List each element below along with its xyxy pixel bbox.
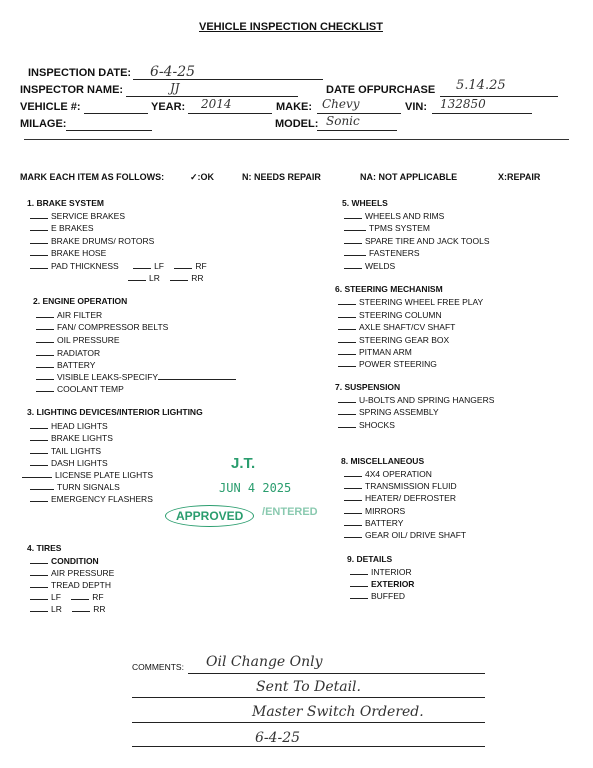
- milage-label: MILAGE:: [20, 118, 67, 130]
- make-label: MAKE:: [276, 101, 313, 113]
- section-suspension-title: 7. SUSPENSION: [335, 382, 401, 392]
- model-field[interactable]: Sonic: [326, 114, 360, 128]
- checklist-item[interactable]: AIR PRESSURE: [30, 567, 114, 578]
- checklist-item[interactable]: SERVICE BRAKES: [30, 210, 125, 221]
- entered-stamp: /ENTERED: [262, 506, 318, 518]
- checklist-item[interactable]: BRAKE HOSE: [30, 247, 106, 258]
- checklist-item[interactable]: DASH LIGHTS: [30, 457, 108, 468]
- checklist-item[interactable]: FAN/ COMPRESSOR BELTS: [36, 321, 168, 332]
- checklist-item[interactable]: RADIATOR: [36, 347, 100, 358]
- checklist-item[interactable]: SPARE TIRE AND JACK TOOLS: [344, 235, 490, 246]
- checklist-subitem[interactable]: LF RF: [30, 591, 104, 602]
- vin-line: [432, 113, 532, 114]
- checklist-item[interactable]: CONDITION: [30, 555, 99, 566]
- checklist-item[interactable]: STEERING WHEEL FREE PLAY: [338, 296, 483, 307]
- checklist-item[interactable]: TPMS SYSTEM: [344, 222, 430, 233]
- checklist-item[interactable]: STEERING COLUMN: [338, 309, 442, 320]
- purchase-date-field[interactable]: 5.14.25: [456, 78, 506, 93]
- checklist-item[interactable]: TRANSMISSION FLUID: [344, 480, 457, 491]
- approved-stamp: APPROVED: [165, 505, 254, 527]
- checklist-item[interactable]: AIR FILTER: [36, 309, 102, 320]
- inspector-name-label: INSPECTOR NAME:: [20, 84, 124, 96]
- checklist-item[interactable]: 4X4 OPERATION: [344, 468, 432, 479]
- divider-top: [24, 139, 569, 140]
- checklist-item[interactable]: SHOCKS: [338, 419, 395, 430]
- checklist-item[interactable]: STEERING GEAR BOX: [338, 334, 449, 345]
- vehicle-number-line: [84, 113, 148, 114]
- checklist-item[interactable]: POWER STEERING: [338, 358, 437, 369]
- checklist-item[interactable]: BUFFED: [350, 590, 405, 601]
- legend-needs-repair: N: NEEDS REPAIR: [242, 172, 321, 182]
- checklist-item[interactable]: EMERGENCY FLASHERS: [30, 493, 153, 504]
- checklist-item[interactable]: AXLE SHAFT/CV SHAFT: [338, 321, 455, 332]
- checklist-item[interactable]: BRAKE LIGHTS: [30, 432, 113, 443]
- checklist-item[interactable]: TURN SIGNALS: [30, 481, 120, 492]
- checklist-item[interactable]: VISIBLE LEAKS-SPECIFY: [36, 371, 236, 382]
- section-tires-title: 4. TIRES: [27, 543, 62, 553]
- stamp-date: JUN 4 2025: [219, 481, 292, 495]
- section-wheels-title: 5. WHEELS: [342, 198, 388, 208]
- checklist-item[interactable]: HEAD LIGHTS: [30, 420, 108, 431]
- inspection-date-field[interactable]: 6-4-25: [150, 64, 196, 80]
- legend-not-applicable: NA: NOT APPLICABLE: [360, 172, 458, 182]
- vin-label: VIN:: [405, 101, 427, 113]
- checklist-item[interactable]: GEAR OIL/ DRIVE SHAFT: [344, 529, 466, 540]
- checklist-item[interactable]: PITMAN ARM: [338, 346, 412, 357]
- comment-text-1[interactable]: Oil Change Only: [206, 654, 323, 670]
- comment-text-3[interactable]: Master Switch Ordered.: [252, 704, 424, 720]
- purchase-date-label: DATE OFPURCHASE: [326, 84, 436, 96]
- checklist-item[interactable]: TAIL LIGHTS: [30, 445, 101, 456]
- comment-line-4: [132, 746, 485, 747]
- checklist-item[interactable]: LICENSE PLATE LIGHTS: [22, 469, 153, 480]
- legend-repair: X:REPAIR: [498, 172, 541, 182]
- comment-text-2[interactable]: Sent To Detail.: [256, 679, 361, 695]
- checklist-subitem[interactable]: LR RR: [30, 603, 106, 614]
- checklist-subitem[interactable]: LR RR: [128, 272, 204, 283]
- checklist-item[interactable]: EXTERIOR: [350, 578, 414, 589]
- model-line: [317, 130, 397, 131]
- year-line: [188, 113, 272, 114]
- section-misc-title: 8. MISCELLANEOUS: [341, 456, 425, 466]
- legend-ok: ✓:OK: [190, 172, 215, 182]
- section-lighting-title: 3. LIGHTING DEVICES/INTERIOR LIGHTING: [27, 407, 203, 417]
- section-engine-title: 2. ENGINE OPERATION: [33, 296, 128, 306]
- year-field[interactable]: 2014: [201, 97, 232, 111]
- legend-prefix: MARK EACH ITEM AS FOLLOWS:: [20, 172, 165, 182]
- comment-line-2: [132, 697, 485, 698]
- milage-line: [66, 130, 152, 131]
- comment-line-1: [188, 673, 485, 674]
- checklist-item[interactable]: INTERIOR: [350, 566, 412, 577]
- checklist-item[interactable]: U-BOLTS AND SPRING HANGERS: [338, 394, 494, 405]
- comment-line-3: [132, 722, 485, 723]
- checklist-item[interactable]: COOLANT TEMP: [36, 383, 124, 394]
- inspector-name-field[interactable]: JJ: [170, 81, 180, 95]
- stamp-initials: J.T.: [231, 455, 256, 472]
- checklist-item[interactable]: WELDS: [344, 260, 395, 271]
- section-details-title: 9. DETAILS: [347, 554, 393, 564]
- comment-text-4[interactable]: 6-4-25: [255, 730, 301, 746]
- make-field[interactable]: Chevy: [322, 97, 360, 111]
- year-label: YEAR:: [151, 101, 186, 113]
- checklist-item[interactable]: TREAD DEPTH: [30, 579, 111, 590]
- vin-field[interactable]: 132850: [440, 97, 486, 111]
- checklist-item[interactable]: OIL PRESSURE: [36, 334, 120, 345]
- checklist-item[interactable]: BATTERY: [344, 517, 403, 528]
- section-brake-title: 1. BRAKE SYSTEM: [27, 198, 104, 208]
- checklist-item[interactable]: E BRAKES: [30, 222, 94, 233]
- page-title: VEHICLE INSPECTION CHECKLIST: [199, 21, 383, 33]
- checklist-item[interactable]: PAD THICKNESS LF RF: [30, 260, 207, 271]
- section-steering-title: 6. STEERING MECHANISM: [335, 284, 443, 294]
- vehicle-number-label: VEHICLE #:: [20, 101, 81, 113]
- comments-label: COMMENTS:: [132, 662, 184, 672]
- checklist-item[interactable]: FASTENERS: [344, 247, 420, 258]
- model-label: MODEL:: [275, 118, 319, 130]
- checklist-item[interactable]: BRAKE DRUMS/ ROTORS: [30, 235, 154, 246]
- checklist-item[interactable]: SPRING ASSEMBLY: [338, 406, 439, 417]
- inspection-date-label: INSPECTION DATE:: [28, 67, 132, 79]
- checklist-item[interactable]: WHEELS AND RIMS: [344, 210, 444, 221]
- checklist-item[interactable]: MIRRORS: [344, 505, 405, 516]
- checklist-item[interactable]: BATTERY: [36, 359, 95, 370]
- checklist-item[interactable]: HEATER/ DEFROSTER: [344, 492, 456, 503]
